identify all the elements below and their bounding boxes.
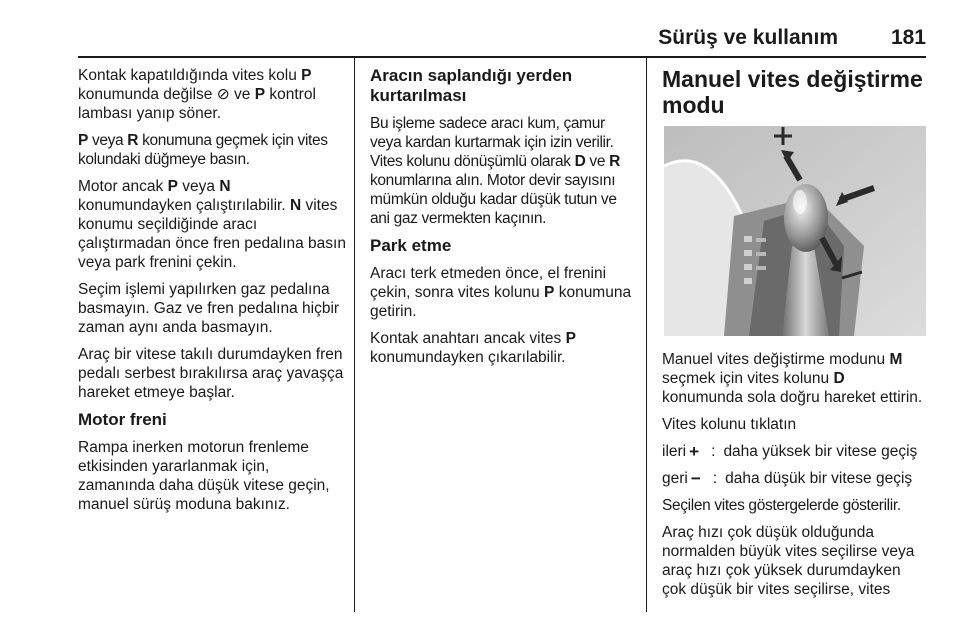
paragraph: Kontak kapatıldığında vites kolu P konumunda değilse ⊘ ve P kontrol lambası yanıp söner. [78, 67, 316, 122]
paragraph: Bu işleme sadece aracı kum, çamur veya kardan kurtarmak için izin verilir. Vites kolunu dönüşümlü olarak D ve R konumlarına alın. Motor devir sayısını mümkün olduğu kadar düşük tutun ve ani gaz vermekten kaçının. [370, 115, 620, 227]
column-2 [370, 66, 638, 375]
heading-stuck-vehicle: Aracın saplandığı yerden kurtarılması [370, 66, 573, 105]
paragraph: P veya R konumuna geçmek için vites kolundaki düğmeye basın. [78, 132, 328, 168]
paragraph: Aracı terk etmeden önce, el frenini çekin, sonra vites kolunu P konumuna getirin. [370, 265, 632, 320]
heading-motor-freni: Motor freni [78, 410, 167, 429]
paragraph: Araç hızı çok düşük olduğunda normalden büyük vites seçilirse veya araç hızı çok yüksek durumdayken çok düşük bir vites seçilirse, vites [662, 524, 915, 598]
shift-lock-icon: ⊘ [216, 86, 230, 103]
page-number: 181 [890, 26, 926, 49]
header-rule [78, 56, 926, 58]
paragraph: Seçilen vites göstergelerde gösterilir. [662, 497, 901, 514]
list-item: ileri + : daha yüksek bir vitese geçiş [662, 442, 918, 461]
paragraph: Rampa inerken motorun frenleme etkisinden yararlanmak için, zamanında daha düşük vitese geçin, manuel sürüş moduna bakınız. [78, 439, 330, 513]
column-3 [662, 66, 928, 607]
minus-icon: − [690, 469, 701, 488]
paragraph: Araç bir vitese takılı durumdayken fren pedalı serbest bırakılırsa araç yavaşça hareket etmeye başlar. [78, 346, 344, 401]
gear-lever-icon [664, 126, 926, 336]
column-divider-1 [354, 58, 355, 612]
paragraph: Kontak anahtarı ancak vites P konumundayken çıkarılabilir. [370, 330, 576, 366]
column-1 [78, 66, 346, 522]
section-title: Sürüş ve kullanım [658, 26, 838, 49]
page-header [78, 26, 926, 52]
paragraph: Motor ancak P veya N konumundayken çalıştırılabilir. N vites konumu seçildiğinde aracı çalıştırmadan önce fren pedalına basın veya park frenini çekin. [78, 178, 346, 271]
heading-park-etme: Park etme [370, 236, 452, 255]
paragraph: Seçim işlemi yapılırken gaz pedalına basmayın. Gaz ve fren pedalına hiçbir zaman aynı anda basmayın. [78, 281, 340, 336]
heading-manual-mode: Manuel vites değiştirme modu [662, 66, 923, 118]
paragraph: Manuel vites değiştirme modunu M seçmek için vites kolunu D konumunda sola doğru hareket ettirin. [662, 351, 923, 406]
gear-lever-illustration [664, 126, 926, 336]
list-item: geri − : daha düşük bir vitese geçiş [662, 469, 913, 488]
plus-icon: + [689, 442, 700, 461]
paragraph: Vites kolunu tıklatın [662, 416, 797, 433]
column-divider-2 [646, 58, 647, 612]
